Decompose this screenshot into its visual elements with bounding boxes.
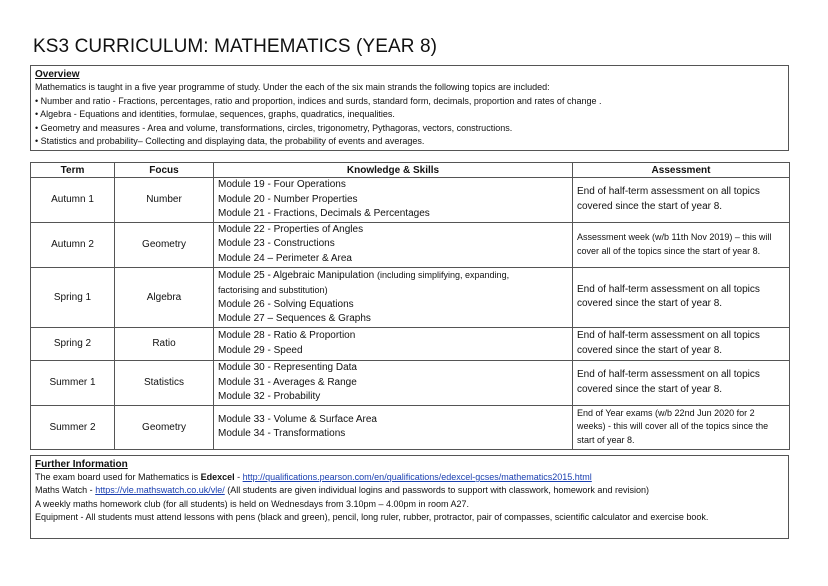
table-row [31, 360, 790, 405]
overview-section [30, 65, 789, 151]
module-item: Module 32 - Probability [218, 391, 321, 403]
table-header-row [31, 163, 790, 178]
overview-bullet-algebra: • Algebra - Equations and identities, formulae, sequences, graphs, quadratics, inequalities. [35, 109, 395, 120]
module-item: Module 21 - Fractions, Decimals & Percentages [218, 208, 430, 220]
header-term: Term [31, 163, 115, 178]
module-item: Module 23 - Constructions [218, 238, 335, 250]
overview-bullet-statistics: • Statistics and probability– Collecting and displaying data, the probability of events and averages. [35, 136, 425, 147]
table-row [31, 222, 790, 267]
module-item: Module 34 - Transformations [218, 428, 346, 440]
module-item: Module 31 - Averages & Range [218, 376, 357, 388]
term-cell: Spring 2 [31, 327, 115, 360]
focus-cell: Ratio [115, 327, 214, 360]
assessment-cell: End of half-term assessment on all topics covered since the start of year 8. [573, 178, 790, 223]
overview-bullet-number: • Number and ratio - Fractions, percentages, ratio and proportion, indices and surds, standard form, decimals, proportion and rates of change . [35, 95, 602, 106]
module-item: Module 20 - Number Properties [218, 193, 358, 205]
bullet-icon: • [35, 136, 39, 147]
mathswatch-link[interactable]: https://vle.mathswatch.co.uk/vle/ [95, 485, 225, 496]
term-cell: Autumn 1 [31, 178, 115, 223]
module-note: (including simplifying, expanding, [377, 269, 510, 280]
assessment-cell: End of half-term assessment on all topics covered since the start of year 8. [573, 267, 790, 327]
modules-cell [214, 178, 573, 223]
module-item: Module 24 – Perimeter & Area [218, 252, 352, 264]
table-row [31, 178, 790, 223]
mathswatch-line: Maths Watch - https://vle.mathswatch.co.uk/vle/ (All students are given individual logins and passwords to support with classwork, homework and revision) [35, 485, 649, 496]
module-note-continued: factorising and substitution) [218, 285, 328, 296]
page-title: KS3 CURRICULUM: MATHEMATICS (YEAR 8) [33, 36, 438, 57]
focus-cell: Algebra [115, 267, 214, 327]
curriculum-table [30, 162, 790, 450]
modules-cell [214, 327, 573, 360]
table-row [31, 327, 790, 360]
bullet-icon: • [35, 109, 39, 120]
equipment-line: Equipment - All students must attend lessons with pens (black and green), pencil, long ruler, rubber, protractor, pair of compasses, scientific calculator and exercise book. [35, 512, 709, 523]
bullet-icon: • [35, 122, 39, 133]
module-item: Module 25 - Algebraic Manipulation (including simplifying, expanding, [218, 269, 510, 281]
header-focus: Focus [115, 163, 214, 178]
exam-board-link[interactable]: http://qualifications.pearson.com/en/qualifications/edexcel-gcses/mathematics2015.html [242, 472, 592, 482]
further-heading: Further Information [35, 459, 128, 470]
module-item: Module 22 - Properties of Angles [218, 223, 364, 235]
module-item: Module 27 – Sequences & Graphs [218, 313, 371, 325]
focus-cell: Statistics [115, 360, 214, 405]
module-item: Module 30 - Representing Data [218, 361, 357, 373]
module-item: Module 33 - Volume & Surface Area [218, 413, 377, 425]
exam-board-name: Edexcel [200, 472, 235, 482]
focus-cell: Geometry [115, 405, 214, 449]
focus-cell: Geometry [115, 222, 214, 267]
module-item: Module 29 - Speed [218, 344, 303, 356]
modules-cell [214, 360, 573, 405]
modules-cell [214, 267, 573, 327]
header-knowledge-skills: Knowledge & Skills [214, 163, 573, 178]
overview-bullet-geometry: • Geometry and measures - Area and volume, transformations, circles, trigonometry, Pythagoras, vectors, constructions. [35, 122, 513, 133]
term-cell: Summer 1 [31, 360, 115, 405]
header-assessment: Assessment [573, 163, 790, 178]
assessment-cell: End of Year exams (w/b 22nd Jun 2020 for 2 weeks) - this will cover all of the topics since the start of year 8. [573, 405, 790, 449]
focus-cell: Number [115, 178, 214, 223]
assessment-cell: End of half-term assessment on all topics covered since the start of year 8. [573, 327, 790, 360]
assessment-cell: Assessment week (w/b 11th Nov 2019) – this will cover all of the topics since the start of year 8. [573, 222, 790, 267]
term-cell: Summer 2 [31, 405, 115, 449]
table-row [31, 405, 790, 449]
table-row [31, 267, 790, 327]
further-information-section [30, 455, 789, 539]
assessment-cell: End of half-term assessment on all topics covered since the start of year 8. [573, 360, 790, 405]
homework-club-line: A weekly maths homework club (for all students) is held on Wednesdays from 3.10pm – 4.00pm in room A27. [35, 498, 470, 509]
module-item: Module 26 - Solving Equations [218, 298, 354, 310]
modules-cell [214, 222, 573, 267]
term-cell: Spring 1 [31, 267, 115, 327]
module-item: Module 28 - Ratio & Proportion [218, 330, 356, 342]
overview-heading: Overview [35, 69, 80, 80]
term-cell: Autumn 2 [31, 222, 115, 267]
bullet-icon: • [35, 95, 39, 106]
exam-board-line: The exam board used for Mathematics is Edexcel - http://qualifications.pearson.com/en/qualifications/edexcel-gcses/mathematics2015.html [35, 472, 592, 482]
modules-cell [214, 405, 573, 449]
module-item: Module 19 - Four Operations [218, 179, 346, 190]
overview-intro: Mathematics is taught in a five year programme of study. Under the each of the six main strands the following topics are included: [35, 82, 550, 92]
